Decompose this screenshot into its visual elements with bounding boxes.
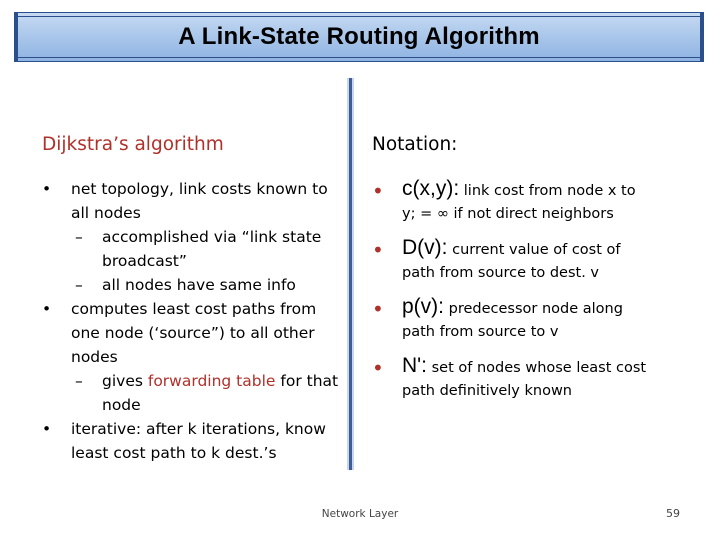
bullet-computes-least-cost: [42, 297, 347, 369]
bullet3-line1: iterative: after k iterations, know: [71, 420, 326, 438]
notation-item-link-cost: [372, 177, 692, 226]
notation-item-node-set: [372, 354, 692, 403]
bullet-glyph: •: [42, 300, 52, 318]
bullet-glyph: •: [372, 179, 384, 203]
sub-bullet-same-info: [42, 273, 347, 297]
bullet2-sub1-line2: node: [102, 396, 141, 414]
bullet-glyph: •: [42, 420, 52, 438]
title-bar: [18, 12, 700, 62]
notation-item-predecessor: [372, 295, 692, 344]
page-number: 59: [666, 507, 680, 520]
bullet2-line3: nodes: [71, 348, 118, 366]
notation-line2: path from source to dest. v: [402, 265, 600, 281]
bullet1-sub1-line2: broadcast”: [102, 252, 187, 270]
bullet1-line2: all nodes: [71, 204, 141, 222]
notation-item-cost-value: [372, 236, 692, 285]
bullet1-sub2: all nodes have same info: [102, 276, 296, 294]
notation-desc: current value of cost of: [447, 242, 621, 258]
forwarding-table-highlight: forwarding table: [147, 372, 276, 390]
notation-symbol: c(x,y):: [402, 177, 460, 200]
bullet2-line2: one node (‘source”) to all other: [71, 324, 315, 342]
bullet-glyph: •: [372, 238, 384, 262]
notation-line1: [402, 177, 692, 203]
bullet2-line1: computes least cost paths from: [71, 300, 317, 318]
bullet-net-topology: [42, 177, 347, 225]
left-column: [42, 133, 347, 465]
bullet-glyph: •: [372, 356, 384, 380]
dash-glyph: –: [75, 372, 83, 390]
bullet-iterative: [42, 417, 347, 465]
bullet-glyph: •: [372, 297, 384, 321]
notation-line1: [402, 354, 692, 380]
notation-column: [372, 133, 692, 413]
notation-desc: set of nodes whose least cost: [427, 360, 647, 376]
footer-label: Network Layer: [321, 508, 399, 520]
notation-symbol: N':: [402, 354, 428, 377]
bullet-glyph: •: [42, 180, 52, 198]
title-right-rule: [700, 12, 704, 62]
slide-title: A Link-State Routing Algorithm: [178, 23, 540, 50]
column-divider: [347, 78, 354, 470]
sub1-post: for that: [275, 372, 339, 390]
notation-line2: y; = ∞ if not direct neighbors: [402, 206, 614, 222]
notation-line2: path from source to v: [402, 324, 559, 340]
notation-desc: predecessor node along: [444, 301, 623, 317]
notation-line1: [402, 295, 692, 321]
notation-desc: link cost from node x to: [459, 183, 636, 199]
bullet3-line2: least cost path to k dest.’s: [71, 444, 277, 462]
bullet2-sub1-line1: [102, 369, 347, 393]
dash-glyph: –: [75, 228, 83, 246]
notation-line2: path definitively known: [402, 383, 572, 399]
sub-bullet-link-state-broadcast: [42, 225, 347, 273]
bullet1-line1: net topology, link costs known to: [71, 180, 328, 198]
left-heading: Dijkstra’s algorithm: [42, 134, 224, 155]
bullet1-sub1-line1: accomplished via “link state: [102, 228, 322, 246]
notation-line1: [402, 236, 692, 262]
dash-glyph: –: [75, 276, 83, 294]
notation-symbol: D(v):: [402, 236, 448, 259]
sub-bullet-forwarding-table: [42, 369, 347, 417]
notation-heading: Notation:: [372, 134, 458, 155]
sub1-pre: gives: [102, 372, 148, 390]
notation-symbol: p(v):: [402, 295, 444, 318]
